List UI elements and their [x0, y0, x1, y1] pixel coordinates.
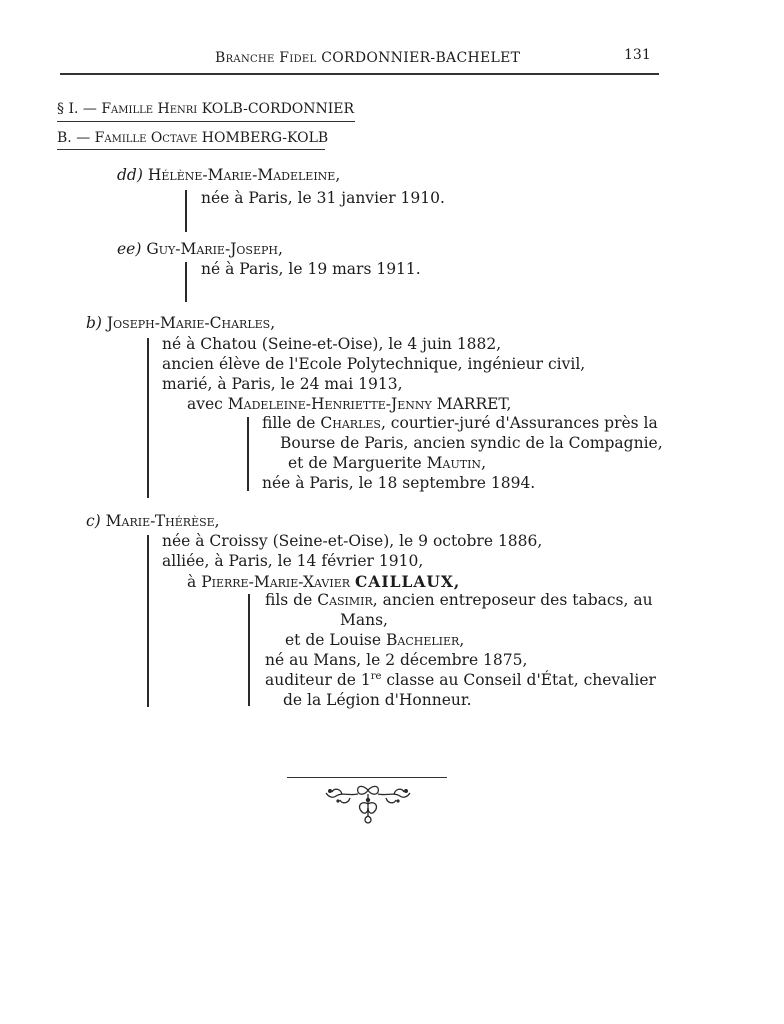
entry-b-spouse-surname: MARRET,	[436, 395, 512, 413]
entry-c-title-sup: re	[370, 671, 382, 682]
entry-c-father-rest: , ancien entreposeur des tabacs, au	[372, 591, 653, 609]
header-rule	[60, 73, 659, 75]
entry-c-spouse-bracket	[248, 594, 250, 706]
entry-c-mother-end: ,	[459, 631, 465, 649]
entry-c-heading	[86, 512, 220, 530]
section-heading-1	[57, 101, 354, 117]
section-b-label: Famille Octave	[94, 130, 198, 146]
entry-b-line: né à Chatou (Seine-et-Oise), le 4 juin 1882,	[162, 335, 502, 353]
entry-b-name: Joseph-Marie-Charles,	[106, 314, 276, 332]
entry-b-spouse-father	[262, 414, 658, 432]
entry-c-name: Marie-Thérèse,	[105, 512, 220, 530]
entry-c-spouse-line2: Mans,	[340, 611, 388, 629]
section-1-name: KOLB-CORDONNIER	[201, 101, 355, 117]
entry-b-heading	[86, 314, 275, 332]
entry-b-spouse-name: Madeleine-Henriette-Jenny	[227, 395, 432, 413]
entry-c-spouse-title	[265, 671, 656, 689]
entry-c-mother-prefix: et de Louise	[285, 631, 382, 649]
entry-b-bracket	[147, 338, 149, 498]
entry-c-bracket	[147, 535, 149, 707]
section-heading-b	[57, 130, 328, 146]
entry-ee-name: Guy-Marie-Joseph,	[146, 240, 283, 258]
entry-c-line: alliée, à Paris, le 14 février 1910,	[162, 552, 424, 570]
entry-b-mother-end: ,	[481, 454, 486, 472]
entry-c-spouse-surname: CAILLAUX,	[354, 572, 461, 591]
entry-b-spouse-mother	[288, 454, 486, 472]
entry-c-spouse-title-cont: de la Légion d'Honneur.	[283, 691, 472, 709]
section-b-rule	[57, 149, 325, 150]
entry-c-title-b: classe au Conseil d'État, chevalier	[381, 671, 656, 690]
entry-b-mother-prefix: et de Marguerite	[288, 454, 422, 472]
entry-b-father-prefix: fille de	[262, 414, 316, 432]
entry-b-spouse-birth: née à Paris, le 18 septembre 1894.	[262, 474, 536, 492]
entry-ee-heading	[117, 240, 283, 258]
entry-dd-birth: née à Paris, le 31 janvier 1910.	[201, 189, 445, 207]
entry-c-spouse-name: Pierre-Marie-Xavier	[201, 573, 351, 591]
section-b-name: HOMBERG-KOLB	[201, 130, 329, 146]
header-family-name: CORDONNIER-BACHELET	[321, 50, 521, 66]
entry-dd-marker: dd)	[117, 166, 143, 184]
entry-b-marker: b)	[86, 314, 102, 332]
entry-b-spouse	[187, 395, 511, 413]
entry-c-marker: c)	[86, 512, 101, 530]
entry-b-line: ancien élève de l'Ecole Polytechnique, ingénieur civil,	[162, 355, 586, 373]
page-number: 131	[624, 47, 651, 63]
entry-c-father-prefix: fils de	[265, 591, 313, 609]
fleuron-ornament-icon	[322, 782, 414, 824]
entry-c-title-a: auditeur de 1	[265, 671, 371, 690]
entry-b-line: marié, à Paris, le 24 mai 1913,	[162, 375, 403, 393]
ornament-rule	[287, 777, 447, 778]
entry-dd-name: Hélène-Marie-Madeleine,	[147, 166, 341, 184]
section-b-prefix: B. —	[57, 130, 91, 146]
entry-b-father-rest: , courtier-juré d'Assurances près la	[380, 414, 658, 432]
entry-c-spouse-father	[265, 591, 653, 609]
entry-ee-marker: ee)	[117, 240, 142, 258]
running-header	[215, 50, 520, 66]
entry-b-father-name: Charles	[320, 414, 381, 432]
section-1-label: Famille Henri	[101, 101, 198, 117]
header-prefix: Branche Fidel	[215, 50, 317, 66]
entry-c-mother-name: Bachelier	[385, 631, 460, 649]
section-1-prefix: § I. —	[57, 101, 97, 117]
entry-dd-heading	[117, 166, 340, 184]
entry-dd-bracket	[185, 190, 187, 232]
section-1-rule	[57, 121, 355, 122]
entry-c-spouse-prefix: à	[187, 573, 197, 591]
entry-c-father-name: Casimir	[317, 591, 373, 609]
entry-b-spouse-line2: Bourse de Paris, ancien syndic de la Compagnie,	[280, 434, 663, 452]
entry-c-spouse-birth: né au Mans, le 2 décembre 1875,	[265, 651, 528, 669]
entry-b-spouse-prefix: avec	[187, 395, 223, 413]
entry-ee-bracket	[185, 262, 187, 302]
entry-b-mother-name: Mautin	[426, 454, 482, 472]
entry-c-spouse-mother	[285, 631, 464, 649]
entry-b-spouse-bracket	[247, 417, 249, 491]
entry-ee-birth: né à Paris, le 19 mars 1911.	[201, 260, 421, 278]
entry-c-spouse	[187, 572, 460, 591]
entry-c-line: née à Croissy (Seine-et-Oise), le 9 octobre 1886,	[162, 532, 543, 550]
